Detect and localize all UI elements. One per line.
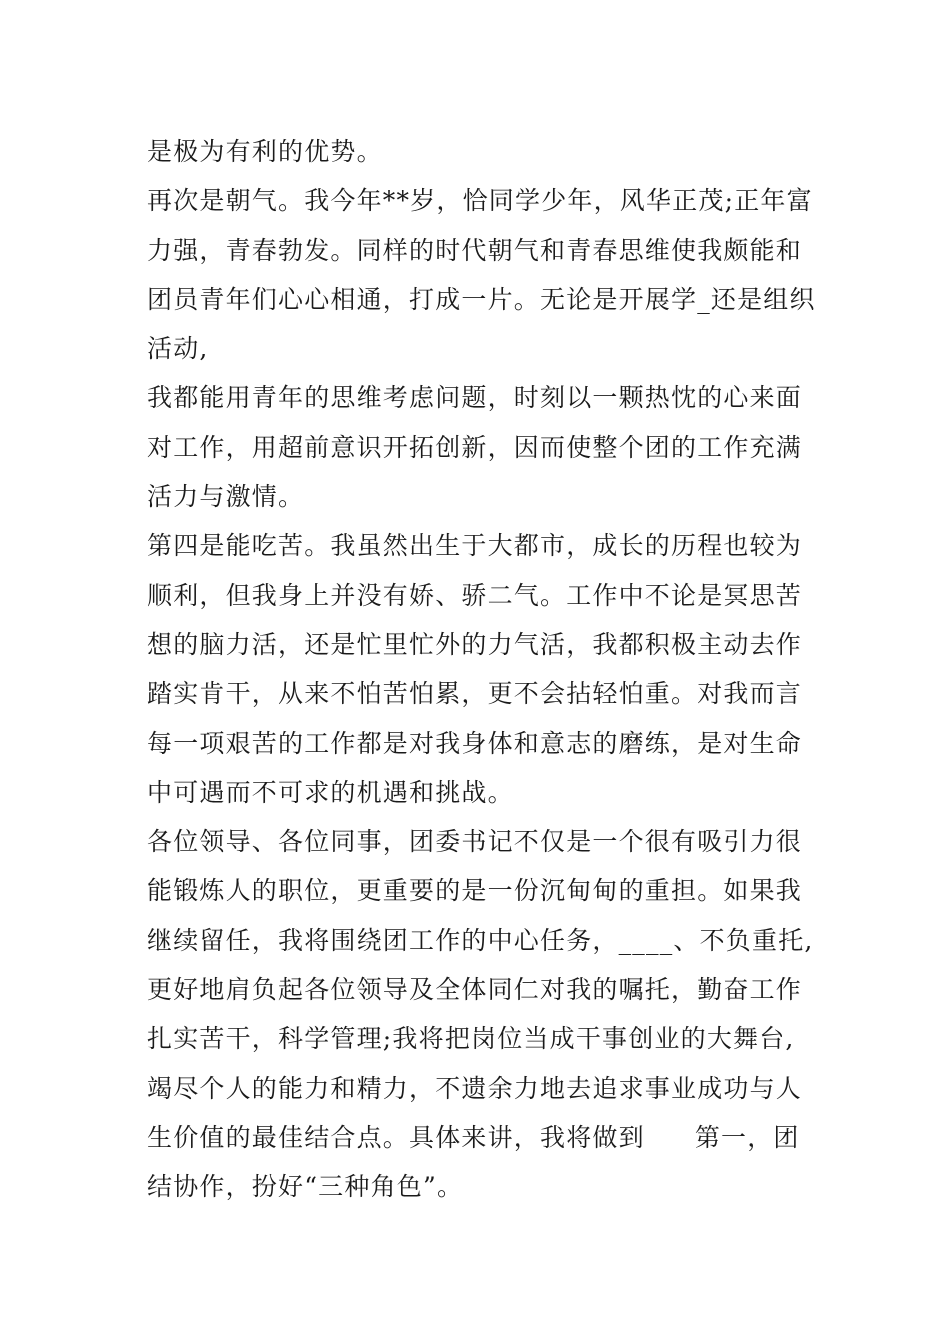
text-line: 顺利，但我身上并没有娇、骄二气。工作中不论是冥思苦 xyxy=(147,580,803,610)
text-line: 力强，青春勃发。同样的时代朝气和青春思维使我颇能和 xyxy=(147,235,803,265)
text-line: 活力与激情。 xyxy=(147,482,305,512)
text-line: 第四是能吃苦。我虽然出生于大都市，成长的历程也较为 xyxy=(147,531,803,561)
text-line: 活动, xyxy=(147,334,209,364)
text-line: 对工作，用超前意识开拓创新，因而使整个团的工作充满 xyxy=(147,432,803,462)
text-line: 扎实苦干，科学管理;我将把岗位当成干事创业的大舞台, xyxy=(147,1024,795,1054)
text-line: 再次是朝气。我今年**岁，恰同学少年，风华正茂;正年富 xyxy=(147,186,813,216)
text-line: 继续留任，我将围绕团工作的中心任务，____、不负重托, xyxy=(147,925,814,955)
text-line: 想的脑力活，还是忙里忙外的力气活，我都积极主动去作 xyxy=(147,629,803,659)
text-line: 团员青年们心心相通，打成一片。无论是开展学_还是组织 xyxy=(147,284,816,314)
text-line: 每一项艰苦的工作都是对我身体和意志的磨练，是对生命 xyxy=(147,728,803,758)
text-line xyxy=(147,1113,847,1162)
text-line: 更好地肩负起各位领导及全体同仁对我的嘱托，勤奋工作 xyxy=(147,975,803,1005)
text-line: 中可遇而不可求的机遇和挑战。 xyxy=(147,777,514,807)
text-line: 能锻炼人的职位，更重要的是一份沉甸甸的重担。如果我 xyxy=(147,876,803,906)
text-segment: 第一，团 xyxy=(694,1122,800,1152)
text-segment: 生价值的最佳结合点。具体来讲，我将做到 xyxy=(147,1122,645,1152)
text-line: 是极为有利的优势。 xyxy=(147,137,383,166)
text-line: 各位领导、各位同事，团委书记不仅是一个很有吸引力很 xyxy=(147,827,803,857)
text-line: 竭尽个人的能力和精力，不遗余力地去追求事业成功与人 xyxy=(147,1073,803,1103)
text-line: 我都能用青年的思维考虑问题，时刻以一颗热忱的心来面 xyxy=(147,383,803,413)
body-text xyxy=(147,127,847,1212)
text-line: 踏实肯干，从来不怕苦怕累，更不会拈轻怕重。对我而言 xyxy=(147,679,803,709)
text-line: 结协作，扮好“三种角色”。 xyxy=(147,1172,464,1202)
